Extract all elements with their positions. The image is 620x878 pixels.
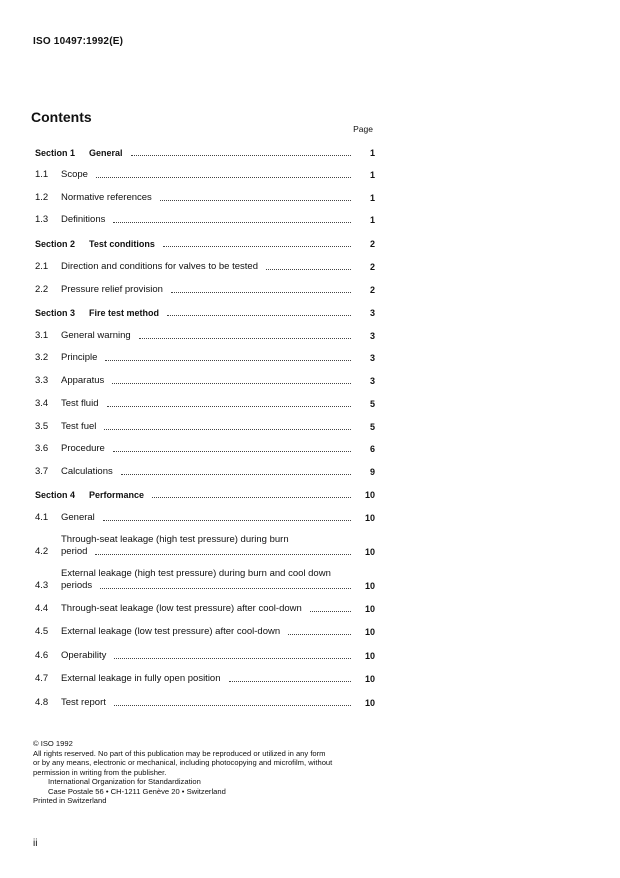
toc-section-entry: [35, 238, 375, 250]
toc-entry-title-continuation: period: [61, 546, 88, 557]
copyright-line: International Organization for Standardization: [48, 777, 201, 786]
toc-entry-title: General: [61, 512, 95, 523]
toc-entry-page: 10: [364, 651, 375, 661]
toc-entry: [35, 697, 375, 709]
toc-entry-number: 2.2: [35, 284, 49, 295]
toc-entry-title: General: [89, 148, 123, 158]
document-header: ISO 10497:1992(E): [33, 36, 124, 47]
toc-entry-page: 10: [364, 547, 375, 557]
toc-entry-title: Direction and conditions for valves to be tested: [61, 261, 258, 272]
toc-entry-number: Section 1: [35, 148, 76, 158]
toc-section-entry: [35, 489, 375, 501]
toc-entry-number: 4.6: [35, 650, 49, 661]
toc-entry-page: 6: [369, 444, 375, 454]
toc-entry-number: 3.7: [35, 466, 49, 477]
copyright-line: Case Postale 56 • CH-1211 Genève 20 • Switzerland: [48, 786, 226, 796]
toc-entry-number: 3.4: [35, 398, 49, 409]
toc-entry-title: External leakage (high test pressure) during burn and cool down: [61, 568, 331, 579]
toc-entry-page: 9: [369, 467, 375, 477]
toc-entry-page: 3: [369, 331, 375, 341]
toc-entry-number: 4.5: [35, 626, 49, 637]
dot-leader: [112, 383, 351, 384]
toc-entry: [35, 534, 375, 558]
toc-entry: [35, 330, 375, 342]
dot-leader: [113, 222, 351, 223]
toc-entry-page: 5: [369, 399, 375, 409]
toc-entry-page: 10: [364, 513, 375, 523]
toc-entry-page: 10: [364, 581, 375, 591]
toc-entry: [35, 673, 375, 685]
toc-entry-title: Pressure relief provision: [61, 284, 163, 295]
copyright-line: All rights reserved. No part of this publication may be reproduced or utilized in any form: [33, 748, 326, 758]
toc-entry: [35, 603, 375, 615]
page-column-label: Page: [353, 124, 373, 134]
dot-leader: [163, 246, 351, 247]
toc-entry-page: 1: [369, 148, 375, 158]
toc-entry-number: 4.3: [35, 580, 49, 591]
dot-leader: [229, 681, 352, 682]
toc-entry-page: 10: [364, 490, 375, 500]
toc-entry: [35, 192, 375, 204]
toc-entry-title: Performance: [89, 490, 145, 500]
toc-entry-title: Test fluid: [61, 398, 99, 409]
dot-leader: [96, 177, 351, 178]
toc-entry-number: 4.1: [35, 512, 49, 523]
toc-entry-title: Test fuel: [61, 421, 97, 432]
dot-leader: [104, 429, 351, 430]
toc-entry-page: 10: [364, 674, 375, 684]
toc-entry-title-continuation: periods: [61, 580, 93, 591]
dot-leader: [103, 520, 351, 521]
dot-leader: [107, 406, 352, 407]
dot-leader: [95, 554, 351, 555]
toc-entry-number: 4.7: [35, 673, 49, 684]
toc-entry-number: Section 3: [35, 308, 76, 318]
dot-leader: [167, 315, 351, 316]
toc-entry-number: 3.6: [35, 443, 49, 454]
toc-entry: [35, 214, 375, 226]
copyright-line: Printed in Switzerland: [33, 796, 107, 805]
page-number: ii: [33, 838, 38, 849]
toc-entry-title: Procedure: [61, 443, 105, 454]
toc-entry: [35, 626, 375, 638]
toc-entry-page: 10: [364, 604, 375, 614]
toc-entry-page: 1: [369, 193, 375, 203]
toc-entry-number: 4.8: [35, 697, 49, 708]
toc-entry-page: 5: [369, 422, 375, 432]
dot-leader: [105, 360, 351, 361]
copyright-line: permission in writing from the publisher.: [33, 767, 167, 777]
toc-entry-title: Normative references: [61, 192, 152, 203]
toc-entry-title: Test conditions: [89, 239, 155, 249]
toc-entry: [35, 284, 375, 296]
toc-section-entry: [35, 307, 375, 319]
dot-leader: [152, 497, 351, 498]
toc-entry-page: 3: [369, 308, 375, 318]
dot-leader: [121, 474, 351, 475]
toc-entry-title: External leakage (low test pressure) after cool-down: [61, 626, 281, 637]
toc-entry-page: 2: [369, 285, 375, 295]
dot-leader: [139, 338, 351, 339]
toc-entry: [35, 466, 375, 478]
toc-entry: [35, 421, 375, 433]
toc-entry-title: Test report: [61, 697, 106, 708]
toc-entry: [35, 169, 375, 181]
dot-leader: [160, 200, 351, 201]
toc-entry: [35, 443, 375, 455]
copyright-line: or by any means, electronic or mechanical, including photocopying and microfilm, without: [33, 758, 333, 767]
toc-entry-page: 2: [369, 239, 375, 249]
toc-entry-title: Scope: [61, 169, 88, 180]
toc-entry: [35, 375, 375, 387]
copyright-notice: [33, 739, 383, 806]
dot-leader: [100, 588, 351, 589]
toc-entry-title: Calculations: [61, 466, 113, 477]
toc-entry: [35, 568, 375, 592]
toc-entry-page: 3: [369, 376, 375, 386]
toc-entry-title: Apparatus: [61, 375, 105, 386]
toc-entry-number: 2.1: [35, 261, 49, 272]
toc-entry-title: General warning: [61, 330, 131, 341]
toc-entry-number: 3.1: [35, 330, 49, 341]
toc-entry: [35, 398, 375, 410]
toc-entry-page: 3: [369, 353, 375, 363]
dot-leader: [131, 155, 351, 156]
toc-entry-number: 3.3: [35, 375, 49, 386]
toc-entry-title: Fire test method: [89, 308, 160, 318]
toc-entry-number: Section 4: [35, 490, 76, 500]
toc-entry-title: Principle: [61, 352, 98, 363]
dot-leader: [114, 705, 351, 706]
toc-entry-page: 1: [369, 170, 375, 180]
dot-leader: [114, 658, 351, 659]
dot-leader: [288, 634, 351, 635]
toc-entry-number: 4.2: [35, 546, 49, 557]
toc-entry: [35, 650, 375, 662]
toc-entry-title: Through-seat leakage (high test pressure) during burn: [61, 534, 289, 545]
contents-title: Contents: [31, 109, 92, 125]
toc-entry-number: 1.3: [35, 214, 49, 225]
toc-entry: [35, 261, 375, 273]
toc-entry-page: 10: [364, 698, 375, 708]
copyright-line: © ISO 1992: [33, 739, 73, 748]
toc-entry-page: 1: [369, 215, 375, 225]
toc-entry-number: 1.2: [35, 192, 49, 203]
dot-leader: [266, 269, 351, 270]
toc-entry-number: Section 2: [35, 239, 76, 249]
toc-entry-page: 2: [369, 262, 375, 272]
toc-entry: [35, 352, 375, 364]
dot-leader: [310, 611, 351, 612]
toc-section-entry: [35, 147, 375, 159]
toc-entry-title: Definitions: [61, 214, 106, 225]
dot-leader: [113, 451, 351, 452]
toc-entry-number: 1.1: [35, 169, 49, 180]
toc-entry-number: 3.5: [35, 421, 49, 432]
dot-leader: [171, 292, 351, 293]
toc-entry-title: Through-seat leakage (low test pressure) after cool-down: [61, 603, 302, 614]
toc-entry-title: Operability: [61, 650, 107, 661]
toc-entry-page: 10: [364, 627, 375, 637]
toc-entry-number: 3.2: [35, 352, 49, 363]
toc-entry: [35, 512, 375, 524]
toc-entry-title: External leakage in fully open position: [61, 673, 221, 684]
toc-entry-number: 4.4: [35, 603, 49, 614]
